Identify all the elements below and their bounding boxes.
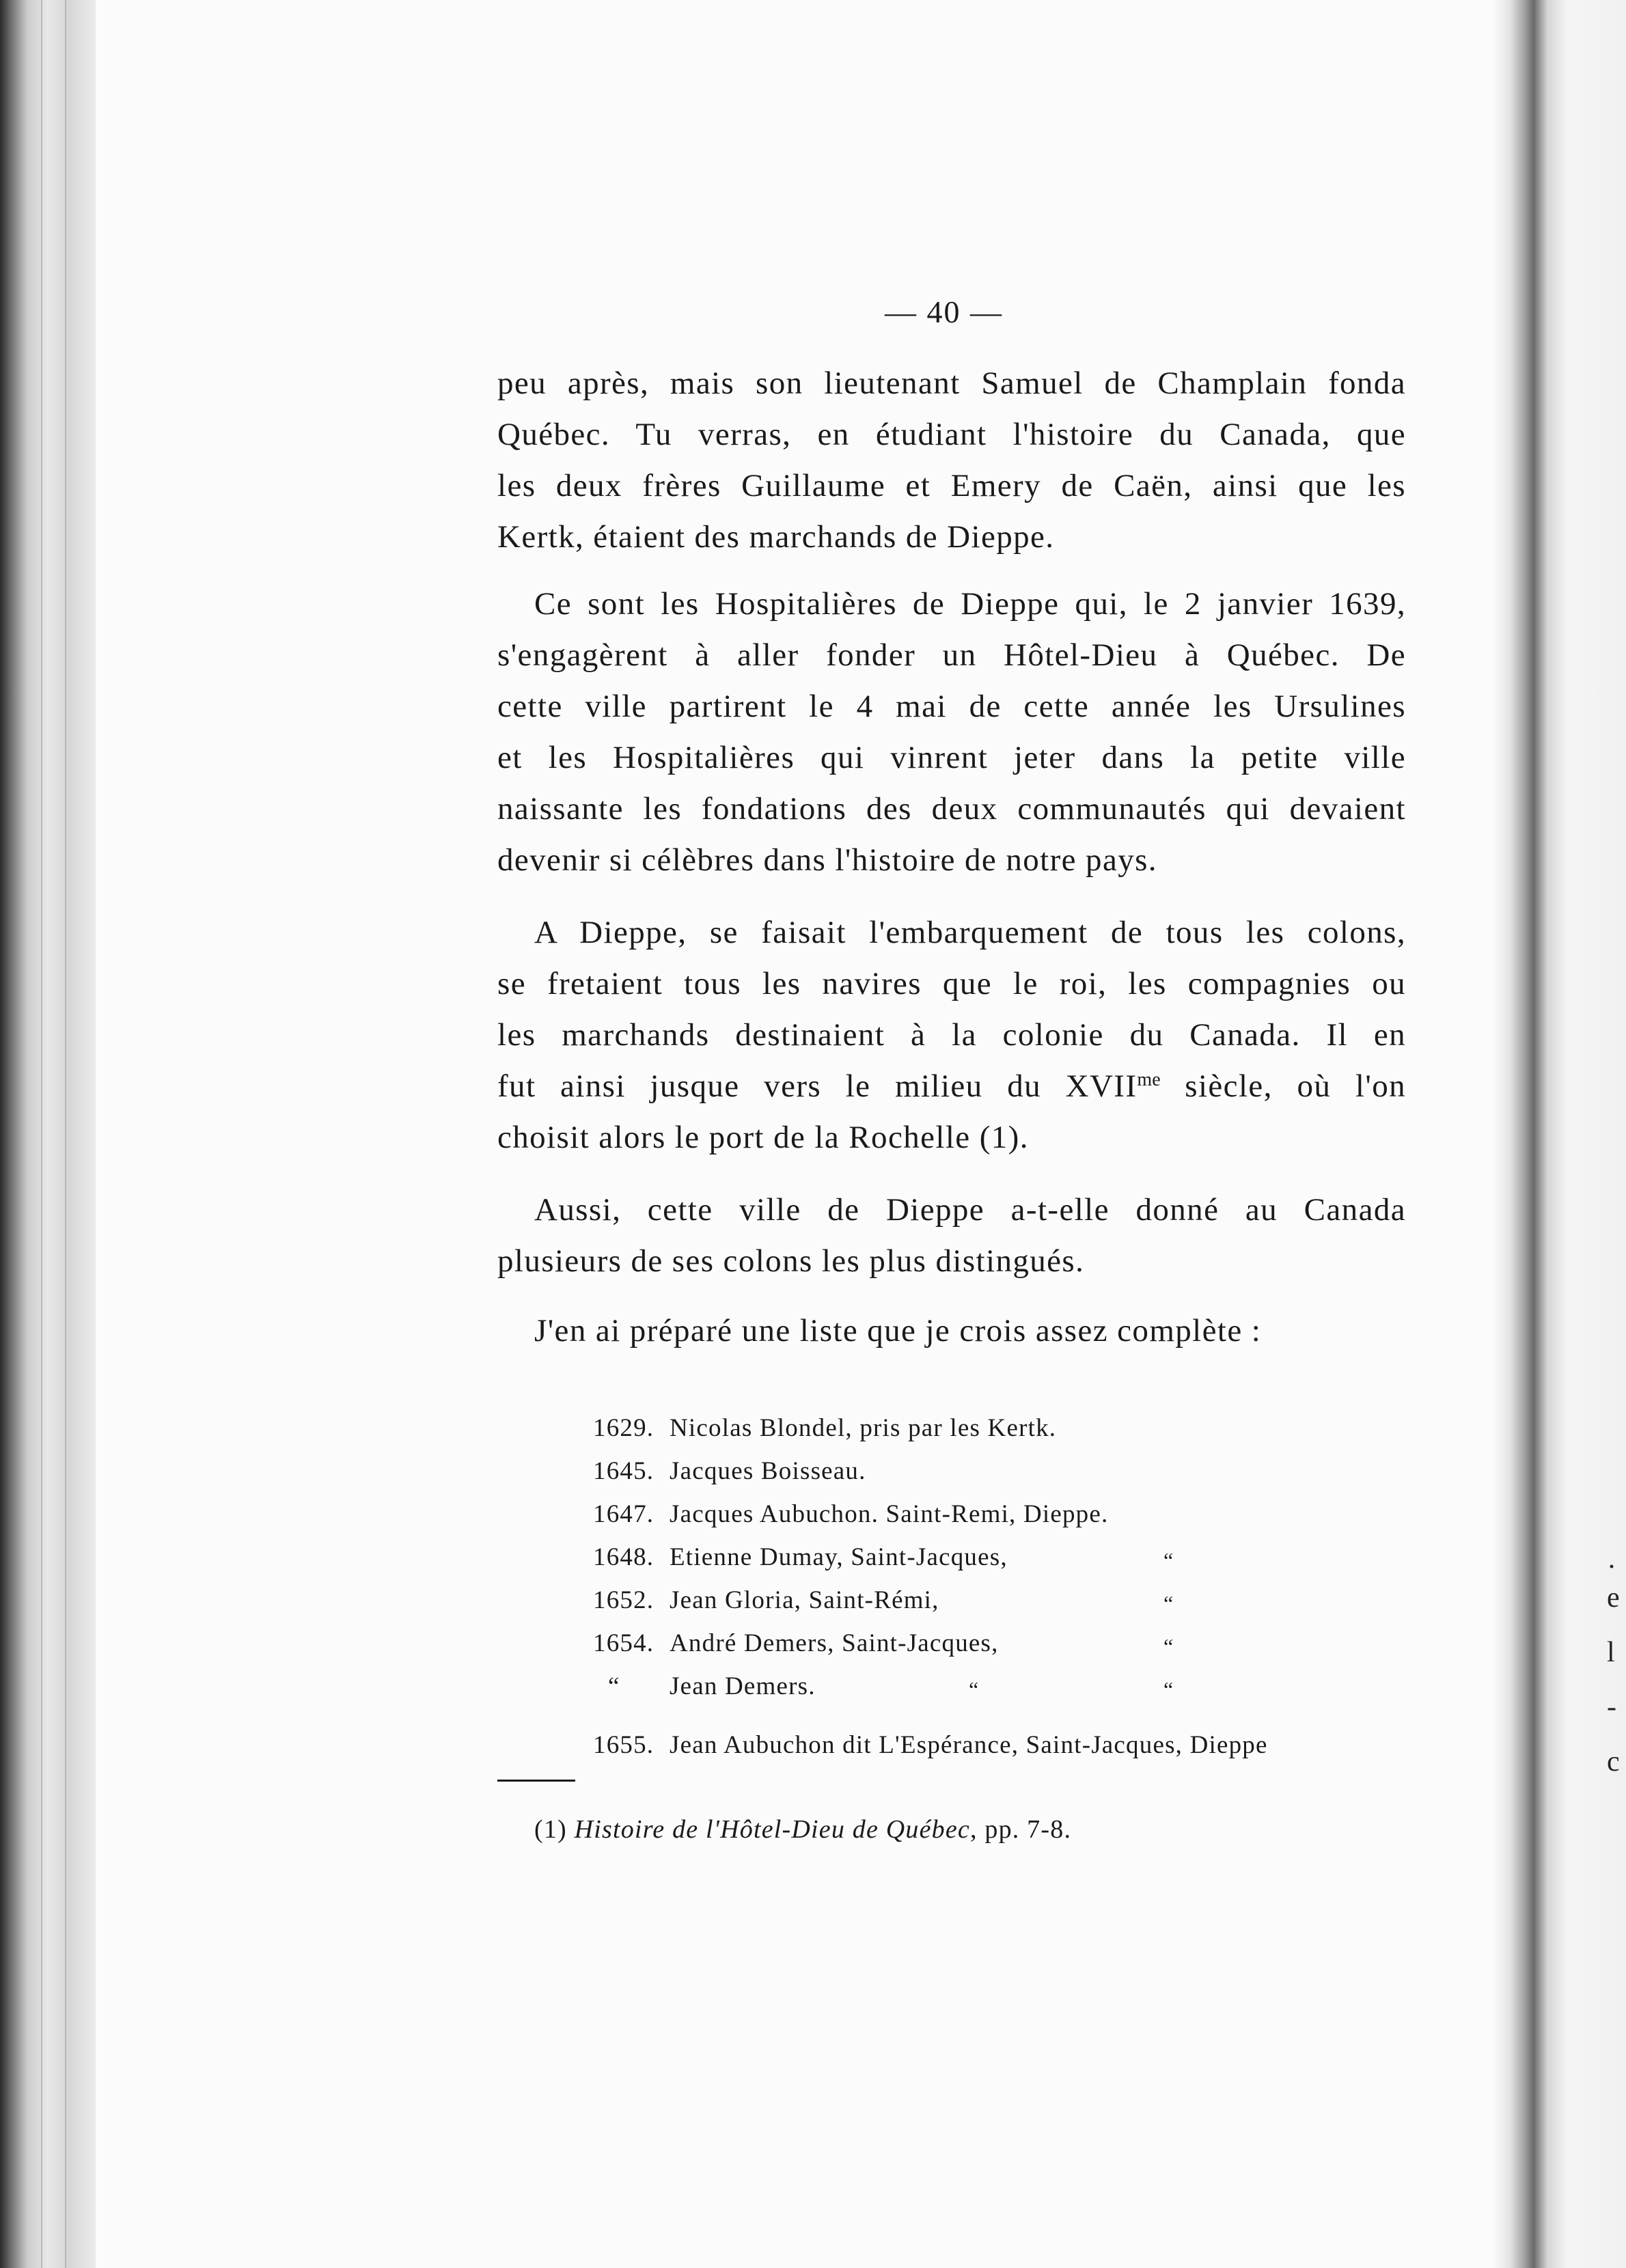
list-year: 1648. — [593, 1543, 654, 1571]
margin-fragment: · — [1607, 1551, 1616, 1583]
list-item — [593, 1588, 939, 1613]
text-line: choisit alors le port de la Rochelle (1). — [497, 1120, 1029, 1155]
text-line: les deux frères Guillaume et Emery de Caën, ainsi que les — [497, 468, 1406, 503]
text-span: siècle, où l'on — [1160, 1068, 1406, 1104]
text-line: peu après, mais son lieutenant Samuel de Champlain fonda — [497, 365, 1406, 401]
text-line: devenir si célèbres dans l'histoire de notre pays. — [497, 842, 1157, 878]
text-line — [497, 1070, 1406, 1103]
list-year: 1629. — [593, 1414, 654, 1442]
text-line: Québec. Tu verras, en étudiant l'histoire du Canada, que — [497, 417, 1406, 452]
footnote-marker: (1) — [534, 1815, 567, 1844]
margin-fragment: - — [1607, 1691, 1616, 1723]
list-item — [593, 1502, 1108, 1527]
text-line: les marchands destinaient à la colonie du Canada. Il en — [497, 1017, 1406, 1053]
text-line: se fretaient tous les navires que le roi, les compagnies ou — [497, 966, 1406, 1001]
list-entry: Jean Demers. — [670, 1672, 816, 1700]
text-line: s'engagèrent à aller fonder un Hôtel-Dieu à Québec. De — [497, 637, 1406, 673]
list-entry: Etienne Dumay, Saint-Jacques, — [670, 1543, 1008, 1571]
footnote-rule — [497, 1780, 575, 1782]
text-line: J'en ai préparé une liste que je crois assez complète : — [534, 1313, 1262, 1349]
list-year: “ — [608, 1672, 620, 1700]
text-line: cette ville partirent le 4 mai de cette année les Ursulines — [497, 689, 1406, 724]
list-item — [593, 1732, 1268, 1758]
text-line: Kertk, étaient des marchands de Dieppe. — [497, 519, 1055, 555]
margin-fragment: c — [1607, 1746, 1620, 1778]
list-year: 1654. — [593, 1629, 654, 1657]
list-item — [593, 1674, 816, 1699]
list-year: 1647. — [593, 1500, 654, 1528]
margin-fragment: l — [1607, 1637, 1615, 1668]
list-entry: André Demers, Saint-Jacques, — [670, 1629, 999, 1657]
page-stack-edge-right — [1493, 0, 1626, 2268]
text-line: plusieurs de ses colons les plus distingués. — [497, 1243, 1085, 1279]
footnote — [534, 1814, 1071, 1844]
text-line: Ce sont les Hospitalières de Dieppe qui, le 2 janvier 1639, — [534, 586, 1406, 622]
list-entry: Nicolas Blondel, pris par les Kertk. — [670, 1414, 1057, 1442]
text-span: fut ainsi jusque vers le milieu du XVII — [497, 1068, 1138, 1104]
list-item — [593, 1545, 1008, 1570]
text-line: A Dieppe, se faisait l'embarquement de tous les colons, — [534, 915, 1406, 950]
list-entry: Jacques Boisseau. — [670, 1457, 866, 1485]
list-year: 1645. — [593, 1457, 654, 1485]
footnote-title: Histoire de l'Hôtel-Dieu de Québec — [574, 1815, 970, 1844]
list-entry: Jean Gloria, Saint-Rémi, — [670, 1586, 939, 1614]
list-item — [593, 1631, 999, 1656]
text-line: naissante les fondations des deux communautés qui devaient — [497, 791, 1406, 827]
list-year: 1652. — [593, 1586, 654, 1614]
footnote-pages: , pp. 7-8. — [969, 1815, 1072, 1844]
ditto-mark: “ — [1163, 1548, 1174, 1573]
page-number: — 40 — — [885, 294, 1003, 329]
list-item — [593, 1458, 866, 1484]
margin-fragment: e — [1607, 1582, 1620, 1614]
ditto-mark: “ — [969, 1677, 979, 1702]
ditto-mark: “ — [1163, 1591, 1174, 1616]
ditto-mark: “ — [1163, 1677, 1174, 1702]
list-year: 1655. — [593, 1731, 654, 1759]
list-entry: Jean Aubuchon dit L'Espérance, Saint-Jacques, Dieppe — [670, 1731, 1268, 1759]
list-item — [593, 1415, 1056, 1441]
superscript: me — [1137, 1069, 1161, 1090]
text-line: Aussi, cette ville de Dieppe a-t-elle donné au Canada — [534, 1192, 1406, 1228]
list-entry: Jacques Aubuchon. Saint-Remi, Dieppe. — [670, 1500, 1109, 1528]
ditto-mark: “ — [1163, 1634, 1174, 1659]
text-line: et les Hospitalières qui vinrent jeter dans la petite ville — [497, 740, 1406, 775]
